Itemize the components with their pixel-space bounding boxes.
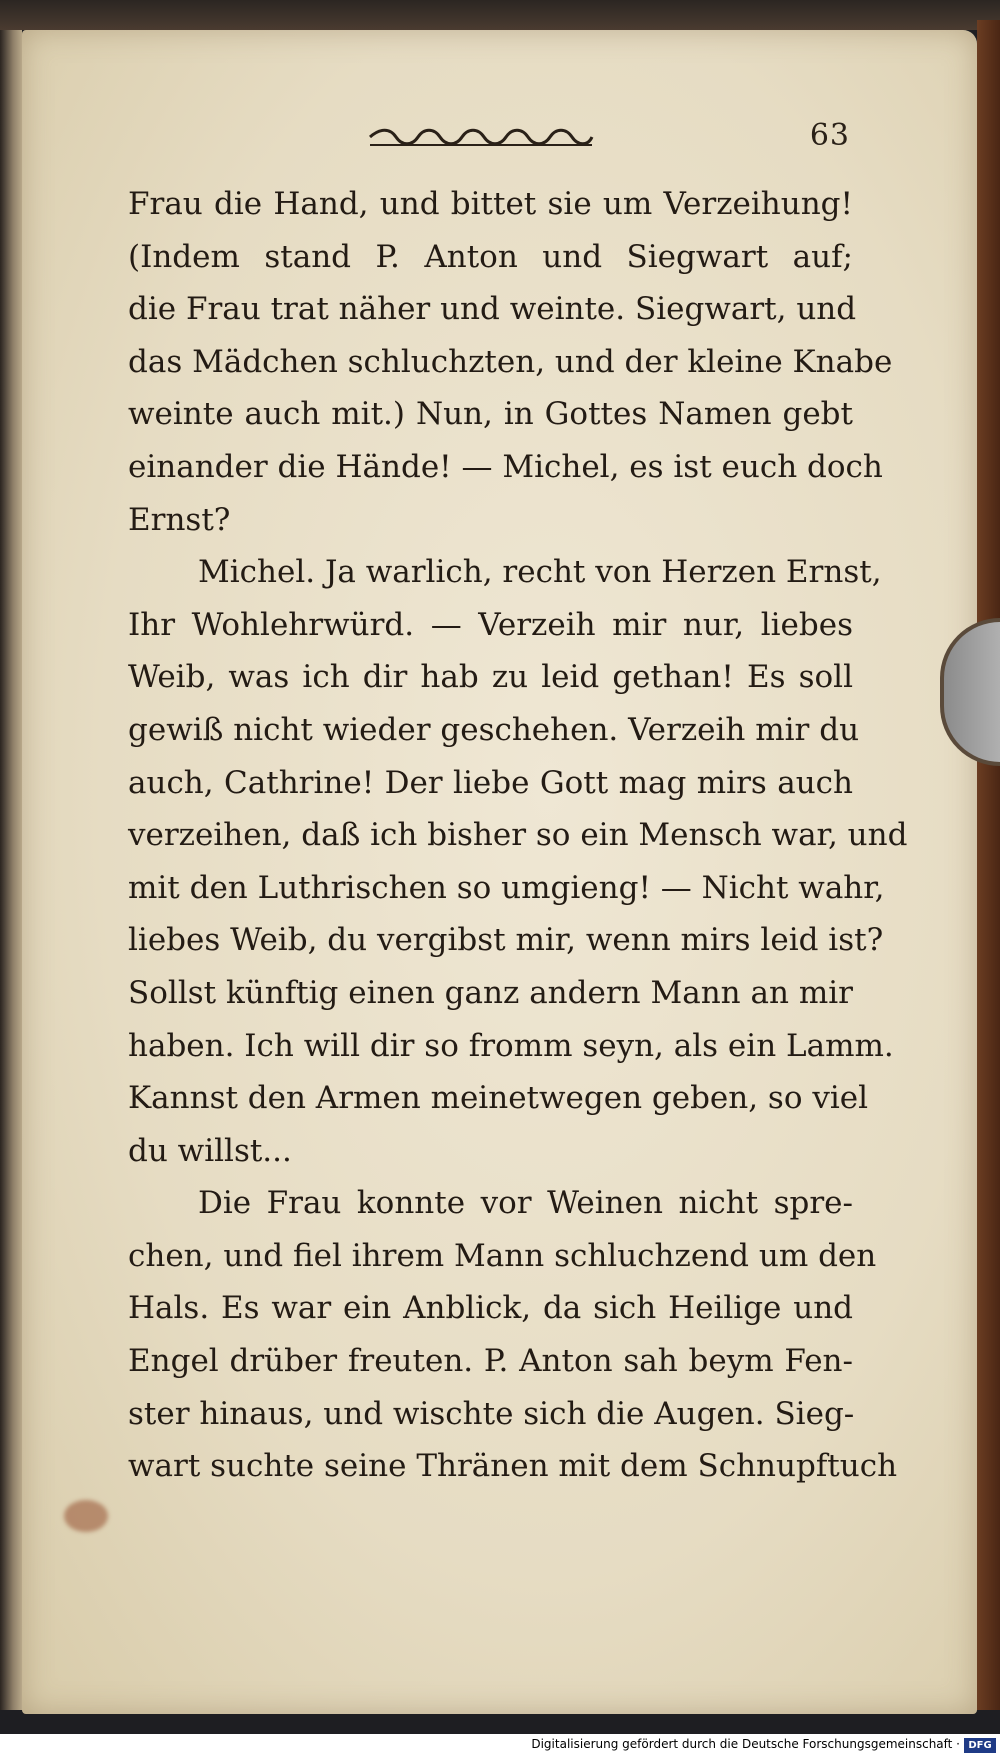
text-line: Frau die Hand, und bittet sie um Verzeihung! bbox=[128, 186, 853, 222]
book-cover-edge bbox=[977, 20, 1000, 1710]
text-line: Engel drüber freuten. P. Anton sah beym Fen- bbox=[128, 1343, 853, 1380]
text-line: das Mädchen schluchzten, und der kleine Knabe bbox=[128, 343, 893, 380]
digitization-footer bbox=[0, 1734, 1000, 1759]
scan-bottom-edge bbox=[0, 1714, 1000, 1734]
funding-credit: Digitalisierung gefördert durch die Deutsche Forschungsgemeinschaft · bbox=[531, 1737, 960, 1751]
text-line: weinte auch mit.) Nun, in Gottes Namen gebt bbox=[128, 396, 853, 433]
book-top-edge bbox=[0, 0, 1000, 30]
page-number: 63 bbox=[809, 118, 850, 153]
text-line: Die Frau konnte vor Weinen nicht spre- bbox=[198, 1185, 853, 1222]
header-ornament-icon bbox=[366, 126, 596, 148]
text-line: Michel. Ja warlich, recht von Herzen Ernst, bbox=[198, 554, 882, 591]
text-line: die Frau trat näher und weinte. Siegwart, und bbox=[128, 291, 857, 328]
text-line: gewiß nicht wieder geschehen. Verzeih mir du bbox=[128, 711, 860, 748]
page-header bbox=[120, 118, 850, 158]
text-line: mit den Luthrischen so umgieng! — Nicht wahr, bbox=[128, 869, 885, 906]
text-line: du willst... bbox=[128, 1132, 292, 1169]
text-line: Sollst künftig einen ganz andern Mann an mir bbox=[128, 974, 853, 1011]
text-line: Ihr Wohlehrwürd. — Verzeih mir nur, liebes bbox=[128, 606, 853, 643]
text-line: einander die Hände! — Michel, es ist euch doch bbox=[128, 448, 883, 485]
text-line: ster hinaus, und wischte sich die Augen. Sieg- bbox=[128, 1395, 855, 1432]
left-page-edge bbox=[0, 30, 22, 1710]
dfg-logo: DFG bbox=[964, 1738, 996, 1753]
text-line: liebes Weib, du vergibst mir, wenn mirs leid ist? bbox=[128, 922, 884, 959]
text-line: chen, und fiel ihrem Mann schluchzend um den bbox=[128, 1237, 877, 1274]
page-text bbox=[128, 178, 908, 1493]
text-line: Ernst? bbox=[128, 501, 231, 538]
text-line: verzeihen, daß ich bisher so ein Mensch war, und bbox=[128, 817, 908, 854]
text-line: Hals. Es war ein Anblick, da sich Heilige und bbox=[128, 1290, 853, 1327]
text-line: haben. Ich will dir so fromm seyn, als ein Lamm. bbox=[128, 1027, 894, 1064]
text-line: Kannst den Armen meinetwegen geben, so viel bbox=[128, 1080, 869, 1117]
text-line: auch, Cathrine! Der liebe Gott mag mirs auch bbox=[128, 764, 853, 801]
text-line: wart suchte seine Thränen mit dem Schnupftuch bbox=[128, 1448, 898, 1485]
paper-stain bbox=[64, 1500, 108, 1532]
text-line: Weib, was ich dir hab zu leid gethan! Es soll bbox=[128, 659, 853, 696]
text-line: (Indem stand P. Anton und Siegwart auf; bbox=[128, 238, 853, 275]
